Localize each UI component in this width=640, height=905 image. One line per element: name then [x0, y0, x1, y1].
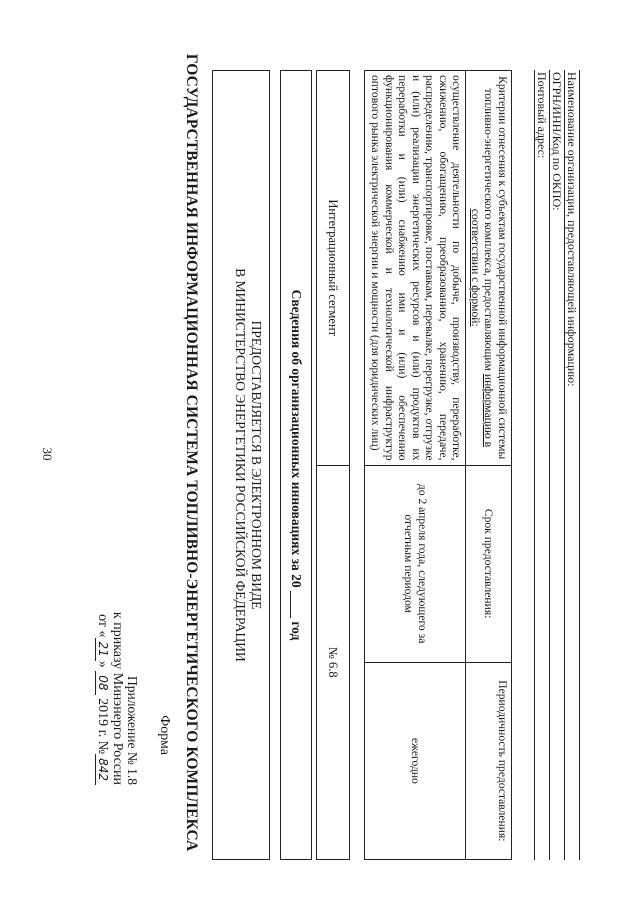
org-address-field: Почтовый адрес: — [534, 70, 550, 860]
segment-label: Интеграционный сегмент — [317, 71, 349, 466]
org-codes-field: ОГРН/ИНН/Код по ОКПО: — [550, 70, 565, 860]
segment-row — [316, 70, 350, 860]
handwritten-order-number: 842 — [95, 754, 110, 785]
deadline-header: Срок предоставления: — [466, 465, 512, 662]
org-name-field: Наименование организации, предоставляющей информацию: — [565, 70, 580, 860]
electronic-line-1: ПРЕДОСТАВЛЯЕТСЯ В ЭЛЕКТРОННОМ ВИДЕ — [249, 320, 264, 610]
page-number: 30 — [40, 447, 55, 461]
report-title: Сведения об организационных инновациях за 20 — [289, 289, 304, 588]
form-label: Форма — [157, 715, 172, 755]
criteria-header: Критерии отнесения к субъектам государственной информационной системы топливно-энергетического комплекса, предоставляющим информацию в соответствии с формой: — [466, 71, 512, 466]
organization-info — [534, 70, 580, 860]
date-mid: » — [95, 660, 110, 668]
appendix-number: Приложение № 1.8 — [125, 676, 140, 785]
criteria-header-underlined: информацию в соответствии с формой: — [469, 208, 496, 448]
electronic-line-2: В МИНИСТЕРСТВО ЭНЕРГЕТИКИ РОССИЙСКОЙ ФЕДЕРАЦИИ — [233, 268, 248, 662]
electronic-submission-box — [212, 70, 270, 860]
report-year-suffix: год — [289, 621, 304, 641]
handwritten-month: 08 — [95, 671, 110, 694]
criteria-table — [364, 70, 512, 860]
table-body-row — [365, 71, 467, 860]
report-year-blank: ____ — [289, 591, 304, 619]
date-prefix: от « — [95, 614, 110, 638]
table-header-row — [466, 71, 512, 860]
period-value: ежегодно — [365, 662, 467, 859]
date-year: 2019 г. № — [95, 698, 110, 755]
appendix-date-line — [95, 485, 110, 785]
appendix-order-ref: к приказу Минэнерго России — [110, 611, 125, 785]
appendix-block — [95, 485, 140, 785]
segment-number: № 6.8 — [326, 646, 341, 678]
gis-title: ГОСУДАРСТВЕННАЯ ИНФОРМАЦИОННАЯ СИСТЕМА ТОПЛИВНО-ЭНЕРГЕТИЧЕСКОГО КОМПЛЕКСА — [183, 53, 200, 852]
deadline-value: до 2 апреля года, следующего за отчетным периодом — [365, 465, 467, 662]
handwritten-day: 21 — [95, 638, 110, 661]
report-title-box — [280, 70, 312, 860]
period-header: Периодичность предоставления: — [466, 662, 512, 859]
criteria-body: осуществление деятельности по добыче, производству, переработке, сжижению, обогащению, преобразованию, хранению, передаче, распределению, транспортировке, поставкам, перевалке, перегрузке, отгрузке и (или) реализации энергетических ресурсов и (или) продуктов их переработки и (или) снабжению ими и (или) обеспечению функционирования коммерческой и технологической инфраструктур оптового рынка электрической энергии и мощности (для юридических лиц) — [365, 71, 467, 466]
